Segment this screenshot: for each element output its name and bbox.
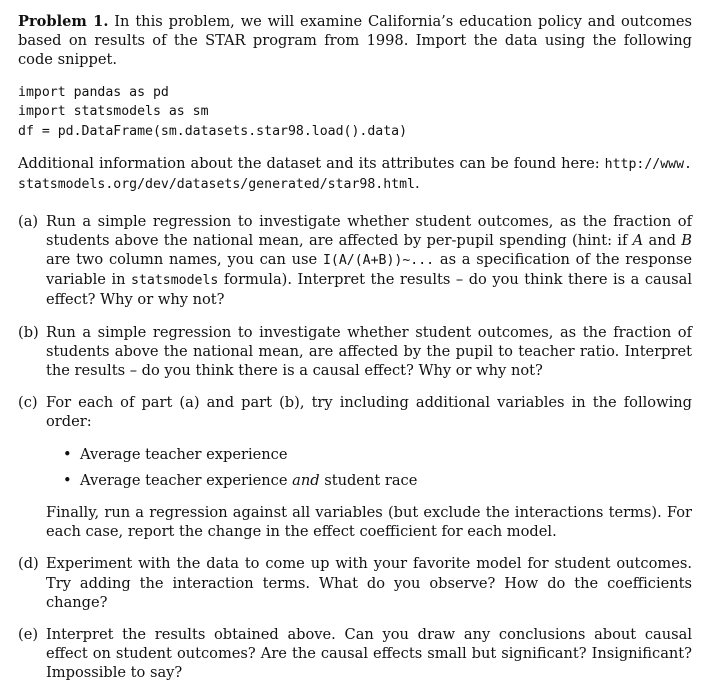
dataset-info-text: Additional information about the dataset and its attributes can be found here:: [18, 155, 605, 173]
list-item: [60, 471, 692, 490]
bullet-text-2-post: student race: [319, 471, 418, 489]
dataset-info: [18, 154, 692, 194]
statsmodels-code: statsmodels: [131, 273, 219, 289]
part-c-text: For each of part (a) and part (b), try including additional variables in the following order:: [46, 394, 692, 431]
part-d-label: (d): [18, 555, 39, 573]
part-a-text-5: formula). Interpret the results – do you think there is a causal effect? Why or why not?: [46, 271, 693, 309]
dataset-url-link[interactable]: http://www.statsmodels.org/dev/datasets/generated/star98.html: [18, 157, 692, 193]
var-a: A: [632, 231, 644, 249]
part-a-text: [46, 212, 692, 310]
part-e: [18, 625, 692, 683]
bullet-icon: •: [63, 471, 72, 489]
part-c-label: (c): [18, 394, 38, 412]
part-a-label: (a): [18, 212, 39, 230]
problem-label: Problem 1.: [18, 13, 109, 30]
part-a-text-3: are two column names, you can use: [46, 250, 323, 268]
part-c-follow-text: Finally, run a regression against all variables (but exclude the interactions terms). For each case, report the change in the effect coefficient for each model.: [46, 503, 692, 541]
var-b: B: [681, 231, 692, 249]
part-b: [18, 323, 692, 381]
bullet-text-2-pre: Average teacher experience: [80, 471, 293, 489]
dataset-info-end: .: [414, 175, 420, 193]
part-a-text-1: Run a simple regression to investigate whether student outcomes, as the fraction of students above the national mean, are affected by per-pupil spending (hint: if: [46, 212, 692, 249]
bullet-text-1: Average teacher experience: [80, 445, 288, 463]
part-c: [18, 393, 692, 541]
part-c-bullets: [46, 445, 692, 490]
bullet-icon: •: [63, 445, 72, 463]
problem-parts-list: [18, 212, 692, 683]
part-d: [18, 554, 692, 612]
code-line-1: import pandas as pd: [18, 84, 169, 100]
part-a: [18, 212, 692, 310]
code-line-3: df = pd.DataFrame(sm.datasets.star98.load().data): [18, 123, 408, 139]
part-d-text: Experiment with the data to come up with your favorite model for student outcomes. Try adding the interaction terms. What do you observe? How do the coefficients change?: [46, 555, 692, 611]
formula-code: I(A/(A+B))~...: [322, 252, 435, 268]
problem-intro-text: In this problem, we will examine California’s education policy and outcomes based on results of the STAR program from 1998. Import the data using the following code snippet.: [18, 13, 692, 69]
bullet-text-2-em: and: [292, 471, 320, 489]
problem-intro: [18, 12, 692, 70]
part-e-text: Interpret the results obtained above. Can you draw any conclusions about causal effect on student outcomes? Are the causal effects small but significant? Insignificant? Impossible to say?: [46, 625, 692, 682]
list-item: [60, 445, 692, 464]
code-line-2: import statsmodels as sm: [18, 104, 209, 120]
code-snippet: [18, 83, 692, 142]
part-a-text-4: as a specification of the response variable in: [46, 250, 693, 289]
part-e-label: (e): [18, 625, 39, 643]
part-b-text: Run a simple regression to investigate whether student outcomes, as the fraction of students above the national mean, are affected by the pupil to teacher ratio. Interpret the results – do you think there is a causal effect? Why or why not?: [46, 323, 692, 379]
problem-document: [18, 12, 692, 696]
part-a-text-2: and: [643, 231, 682, 249]
part-b-label: (b): [18, 323, 39, 341]
